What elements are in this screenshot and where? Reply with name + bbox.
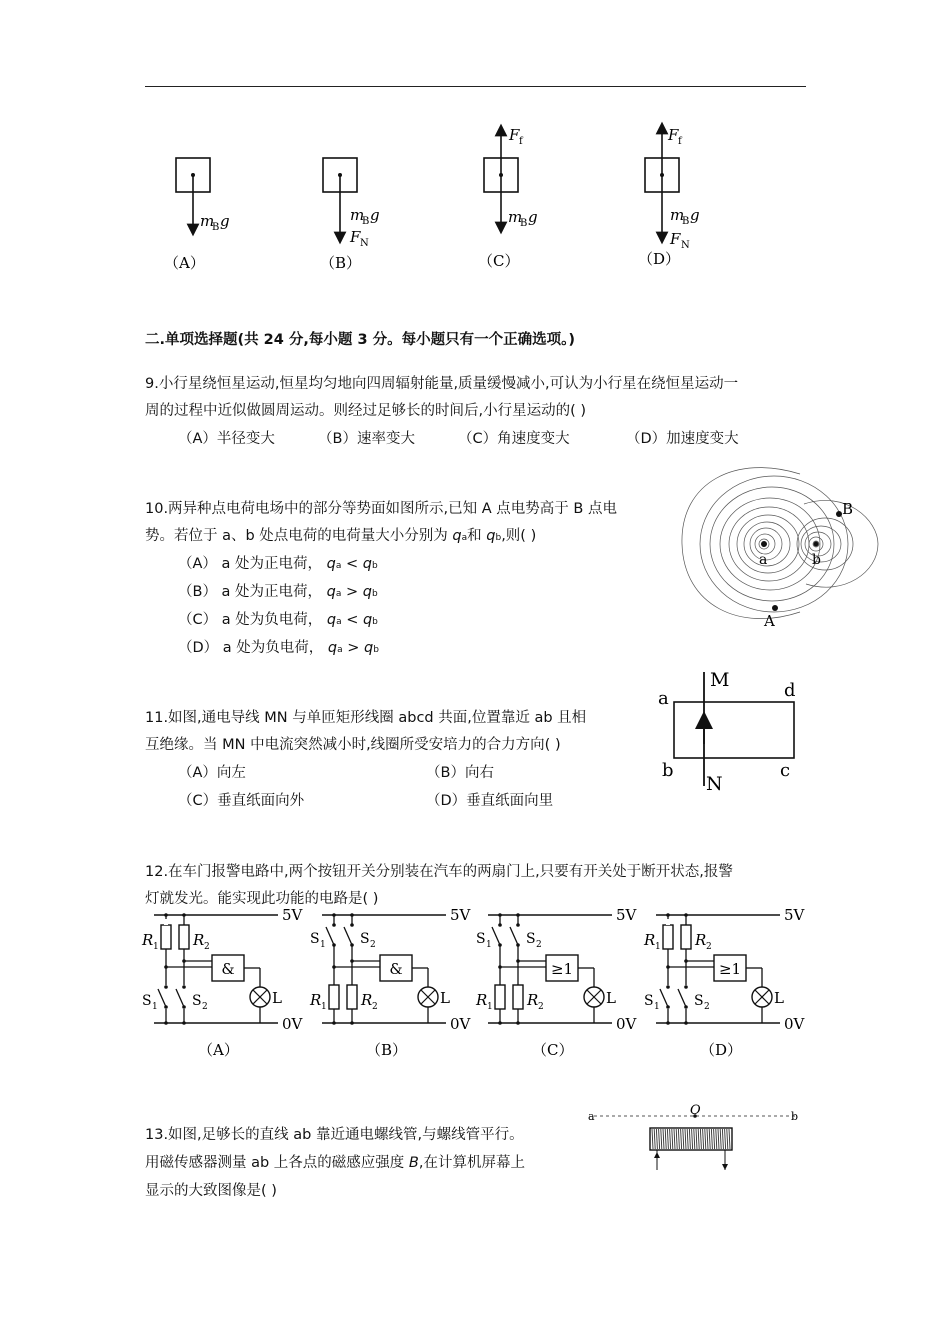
svg-text:R: R [476, 991, 488, 1009]
q11-option-b: （B）向右 [426, 765, 494, 781]
equipotential-figure [676, 460, 886, 632]
svg-text:f: f [678, 136, 682, 147]
circuit-c [475, 906, 638, 1059]
solenoid-figure [586, 1102, 806, 1182]
svg-text:2: 2 [706, 942, 712, 952]
q10-option-d: （D） a 处为负电荷， qa > qb [178, 640, 379, 656]
v-high-label: 5V [282, 906, 303, 924]
svg-text:g: g [690, 206, 700, 224]
label-c: c [780, 760, 791, 781]
lamp-label: L [440, 989, 450, 1007]
svg-text:m: m [508, 208, 523, 226]
q9-option-b: （B）速率变大 [318, 431, 415, 447]
q13-line2: 用磁传感器测量 ab 上各点的磁感应强度 B,在计算机屏幕上 [145, 1155, 525, 1171]
svg-text:2: 2 [538, 1002, 544, 1012]
force-diagrams [140, 118, 760, 278]
logic-gate-label: & [221, 960, 235, 978]
svg-text:1: 1 [152, 1002, 158, 1012]
q12-line2: 灯就发光。能实现此功能的电路是( ) [145, 891, 379, 907]
q11-option-a: （A）向左 [178, 765, 246, 781]
svg-text:N: N [360, 238, 369, 249]
svg-text:F: F [668, 126, 679, 144]
svg-text:F: F [509, 126, 520, 144]
fb-label: （B） [320, 254, 362, 272]
svg-text:N: N [681, 240, 690, 251]
svg-text:R: R [361, 991, 373, 1009]
q13-line1: 13.如图,足够长的直线 ab 靠近通电螺线管,与螺线管平行。 [145, 1127, 524, 1143]
q9-line2: 周的过程中近似做圆周运动。则经过足够长的时间后,小行星运动的( ) [145, 403, 587, 419]
fa-label: （A） [164, 254, 205, 272]
q10-option-b: （B） a 处为正电荷， qa > qb [178, 584, 378, 600]
svg-text:2: 2 [202, 1002, 208, 1012]
q9-option-a: （A）半径变大 [178, 431, 275, 447]
v-low-label: 0V [450, 1015, 471, 1033]
svg-text:R: R [310, 991, 322, 1009]
v-low-label: 0V [616, 1015, 637, 1033]
q10-option-a: （A） a 处为正电荷， qa < qb [178, 556, 378, 572]
q10-option-c: （C） a 处为负电荷， qa < qb [178, 612, 378, 628]
svg-text:m: m [350, 206, 365, 224]
svg-text:R: R [193, 931, 205, 949]
svg-text:2: 2 [704, 1002, 710, 1012]
svg-text:S: S [192, 993, 202, 1009]
svg-text:R: R [644, 931, 656, 949]
svg-text:2: 2 [372, 1002, 378, 1012]
label-a: a [658, 688, 669, 709]
force-figure-b [320, 158, 380, 272]
coil-figure [650, 664, 810, 794]
svg-text:g: g [370, 206, 380, 224]
label-A: A [764, 612, 775, 630]
svg-text:S: S [526, 931, 536, 947]
circuit-label: （C） [532, 1041, 574, 1059]
svg-text:R: R [142, 931, 154, 949]
label-B: B [842, 500, 854, 518]
svg-text:S: S [644, 993, 654, 1009]
svg-text:1: 1 [321, 1002, 327, 1012]
svg-text:S: S [476, 931, 486, 947]
fd-label: （D） [638, 250, 681, 268]
v-high-label: 5V [616, 906, 637, 924]
svg-text:1: 1 [486, 940, 492, 950]
q9-line1: 9.小行星绕恒星运动,恒星均匀地向四周辐射能量,质量缓慢减小,可认为小行星在绕恒星运动一 [145, 376, 739, 392]
svg-text:m: m [670, 206, 685, 224]
svg-text:f: f [519, 136, 523, 147]
svg-text:B: B [520, 218, 528, 229]
svg-text:g: g [528, 208, 538, 226]
q11-line2: 互绝缘。当 MN 中电流突然减小时,线圈所受安培力的合力方向( ) [145, 737, 561, 753]
section-heading: 二.单项选择题(共 24 分,每小题 3 分。每小题只有一个正确选项。) [145, 332, 575, 348]
fc-label: （C） [478, 252, 520, 270]
label-b: b [812, 552, 821, 568]
v-low-label: 0V [282, 1015, 303, 1033]
svg-text:R: R [695, 931, 707, 949]
circuit-d [643, 906, 806, 1059]
label-O: O [690, 1103, 701, 1118]
logic-gate-label: ≥1 [718, 960, 742, 978]
svg-text:g: g [220, 212, 230, 230]
circuit-label: （A） [198, 1041, 239, 1059]
circuit-a [141, 906, 304, 1059]
circuit-options [140, 905, 810, 1067]
svg-text:1: 1 [153, 942, 159, 952]
logic-gate-label: & [389, 960, 403, 978]
circuit-b [309, 906, 472, 1059]
top-rule [145, 86, 806, 87]
svg-text:S: S [310, 931, 320, 947]
svg-text:S: S [360, 931, 370, 947]
svg-text:F: F [350, 228, 361, 246]
svg-text:1: 1 [320, 940, 326, 950]
svg-text:2: 2 [536, 940, 542, 950]
q11-option-c: （C）垂直纸面向外 [178, 793, 305, 809]
q9-option-d: （D）加速度变大 [626, 431, 739, 447]
q11-option-d: （D）垂直纸面向里 [426, 793, 554, 809]
svg-text:1: 1 [654, 1002, 660, 1012]
label-b: b [662, 760, 674, 781]
v-high-label: 5V [450, 906, 471, 924]
force-figure-d [638, 126, 700, 268]
v-low-label: 0V [784, 1015, 805, 1033]
q11-line1: 11.如图,通电导线 MN 与单匝矩形线圈 abcd 共面,位置靠近 ab 且相 [145, 710, 587, 726]
svg-text:B: B [362, 216, 370, 227]
q12-line1: 12.在车门报警电路中,两个按钮开关分别装在汽车的两扇门上,只要有开关处于断开状态,报警 [145, 864, 733, 880]
svg-text:1: 1 [655, 942, 661, 952]
label-M: M [710, 669, 730, 691]
lamp-label: L [606, 989, 616, 1007]
label-d: d [784, 680, 796, 701]
svg-text:S: S [694, 993, 704, 1009]
circuit-label: （B） [366, 1041, 408, 1059]
svg-text:1: 1 [487, 1002, 493, 1012]
force-figure-a [164, 158, 230, 272]
svg-text:F: F [670, 230, 681, 248]
fa-down1: m [200, 212, 215, 230]
svg-text:2: 2 [204, 942, 210, 952]
label-a: a [759, 552, 768, 568]
circuit-label: （D） [700, 1041, 743, 1059]
force-figure-c [478, 126, 538, 270]
q10-line2: 势。若位于 a、b 处点电荷的电荷量大小分别为 qa和 qb,则( ) [145, 528, 537, 544]
lamp-label: L [774, 989, 784, 1007]
label-N: N [706, 773, 723, 794]
svg-text:S: S [142, 993, 152, 1009]
q9-option-c: （C）角速度变大 [458, 431, 570, 447]
svg-text:B: B [212, 222, 220, 233]
svg-text:R: R [527, 991, 539, 1009]
q13-line3: 显示的大致图像是( ) [145, 1183, 277, 1199]
lamp-label: L [272, 989, 282, 1007]
logic-gate-label: ≥1 [550, 960, 574, 978]
label-b: b [791, 1110, 799, 1123]
svg-text:2: 2 [370, 940, 376, 950]
label-a: a [588, 1110, 595, 1123]
v-high-label: 5V [784, 906, 805, 924]
svg-text:B: B [682, 216, 690, 227]
q10-line1: 10.两异种点电荷电场中的部分等势面如图所示,已知 A 点电势高于 B 点电 [145, 501, 617, 517]
